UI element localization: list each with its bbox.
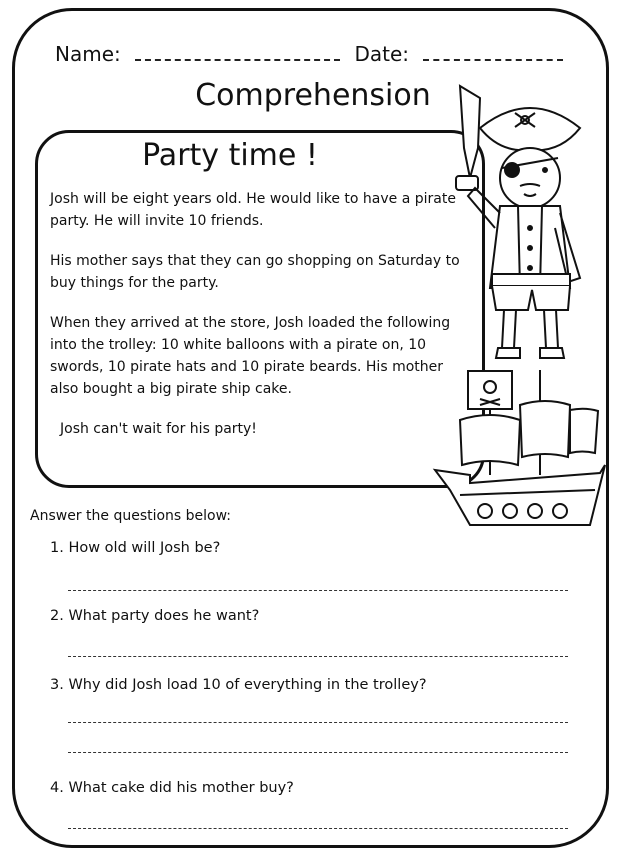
pirate-ship-illustration [430, 365, 610, 545]
instructions: Answer the questions below: [30, 508, 232, 524]
page-title: Comprehension [195, 78, 431, 113]
question-4: 4. What cake did his mother buy? [50, 780, 294, 796]
header-row [55, 42, 563, 66]
story-text [50, 188, 475, 458]
name-label: Name: [55, 42, 121, 66]
pirate-illustration [440, 78, 590, 368]
story-paragraph: Josh can't wait for his party! [60, 421, 257, 437]
date-label: Date: [354, 42, 410, 66]
question-2: 2. What party does he want? [50, 608, 260, 624]
question-3: 3. Why did Josh load 10 of everything in the trolley? [50, 677, 427, 693]
answer-line-3b[interactable] [68, 752, 568, 753]
answer-line-2[interactable] [68, 656, 568, 657]
story-paragraph: His mother says that they can go shopping on Saturday to buy things for the party. [50, 253, 460, 291]
story-title: Party time ! [142, 138, 318, 173]
answer-line-4[interactable] [68, 828, 568, 829]
story-paragraph: When they arrived at the store, Josh loaded the following into the trolley: 10 white balloons with a pirate on, 10 swords, 10 pirate hats and 10 pirate beards. His mother also bought a big pirate ship cake. [50, 315, 451, 397]
answer-line-1[interactable] [68, 590, 568, 591]
date-blank[interactable] [423, 45, 563, 61]
name-blank[interactable] [135, 45, 340, 61]
answer-line-3a[interactable] [68, 722, 568, 723]
story-paragraph: Josh will be eight years old. He would like to have a pirate party. He will invite 10 friends. [50, 191, 456, 229]
question-1: 1. How old will Josh be? [50, 540, 221, 556]
